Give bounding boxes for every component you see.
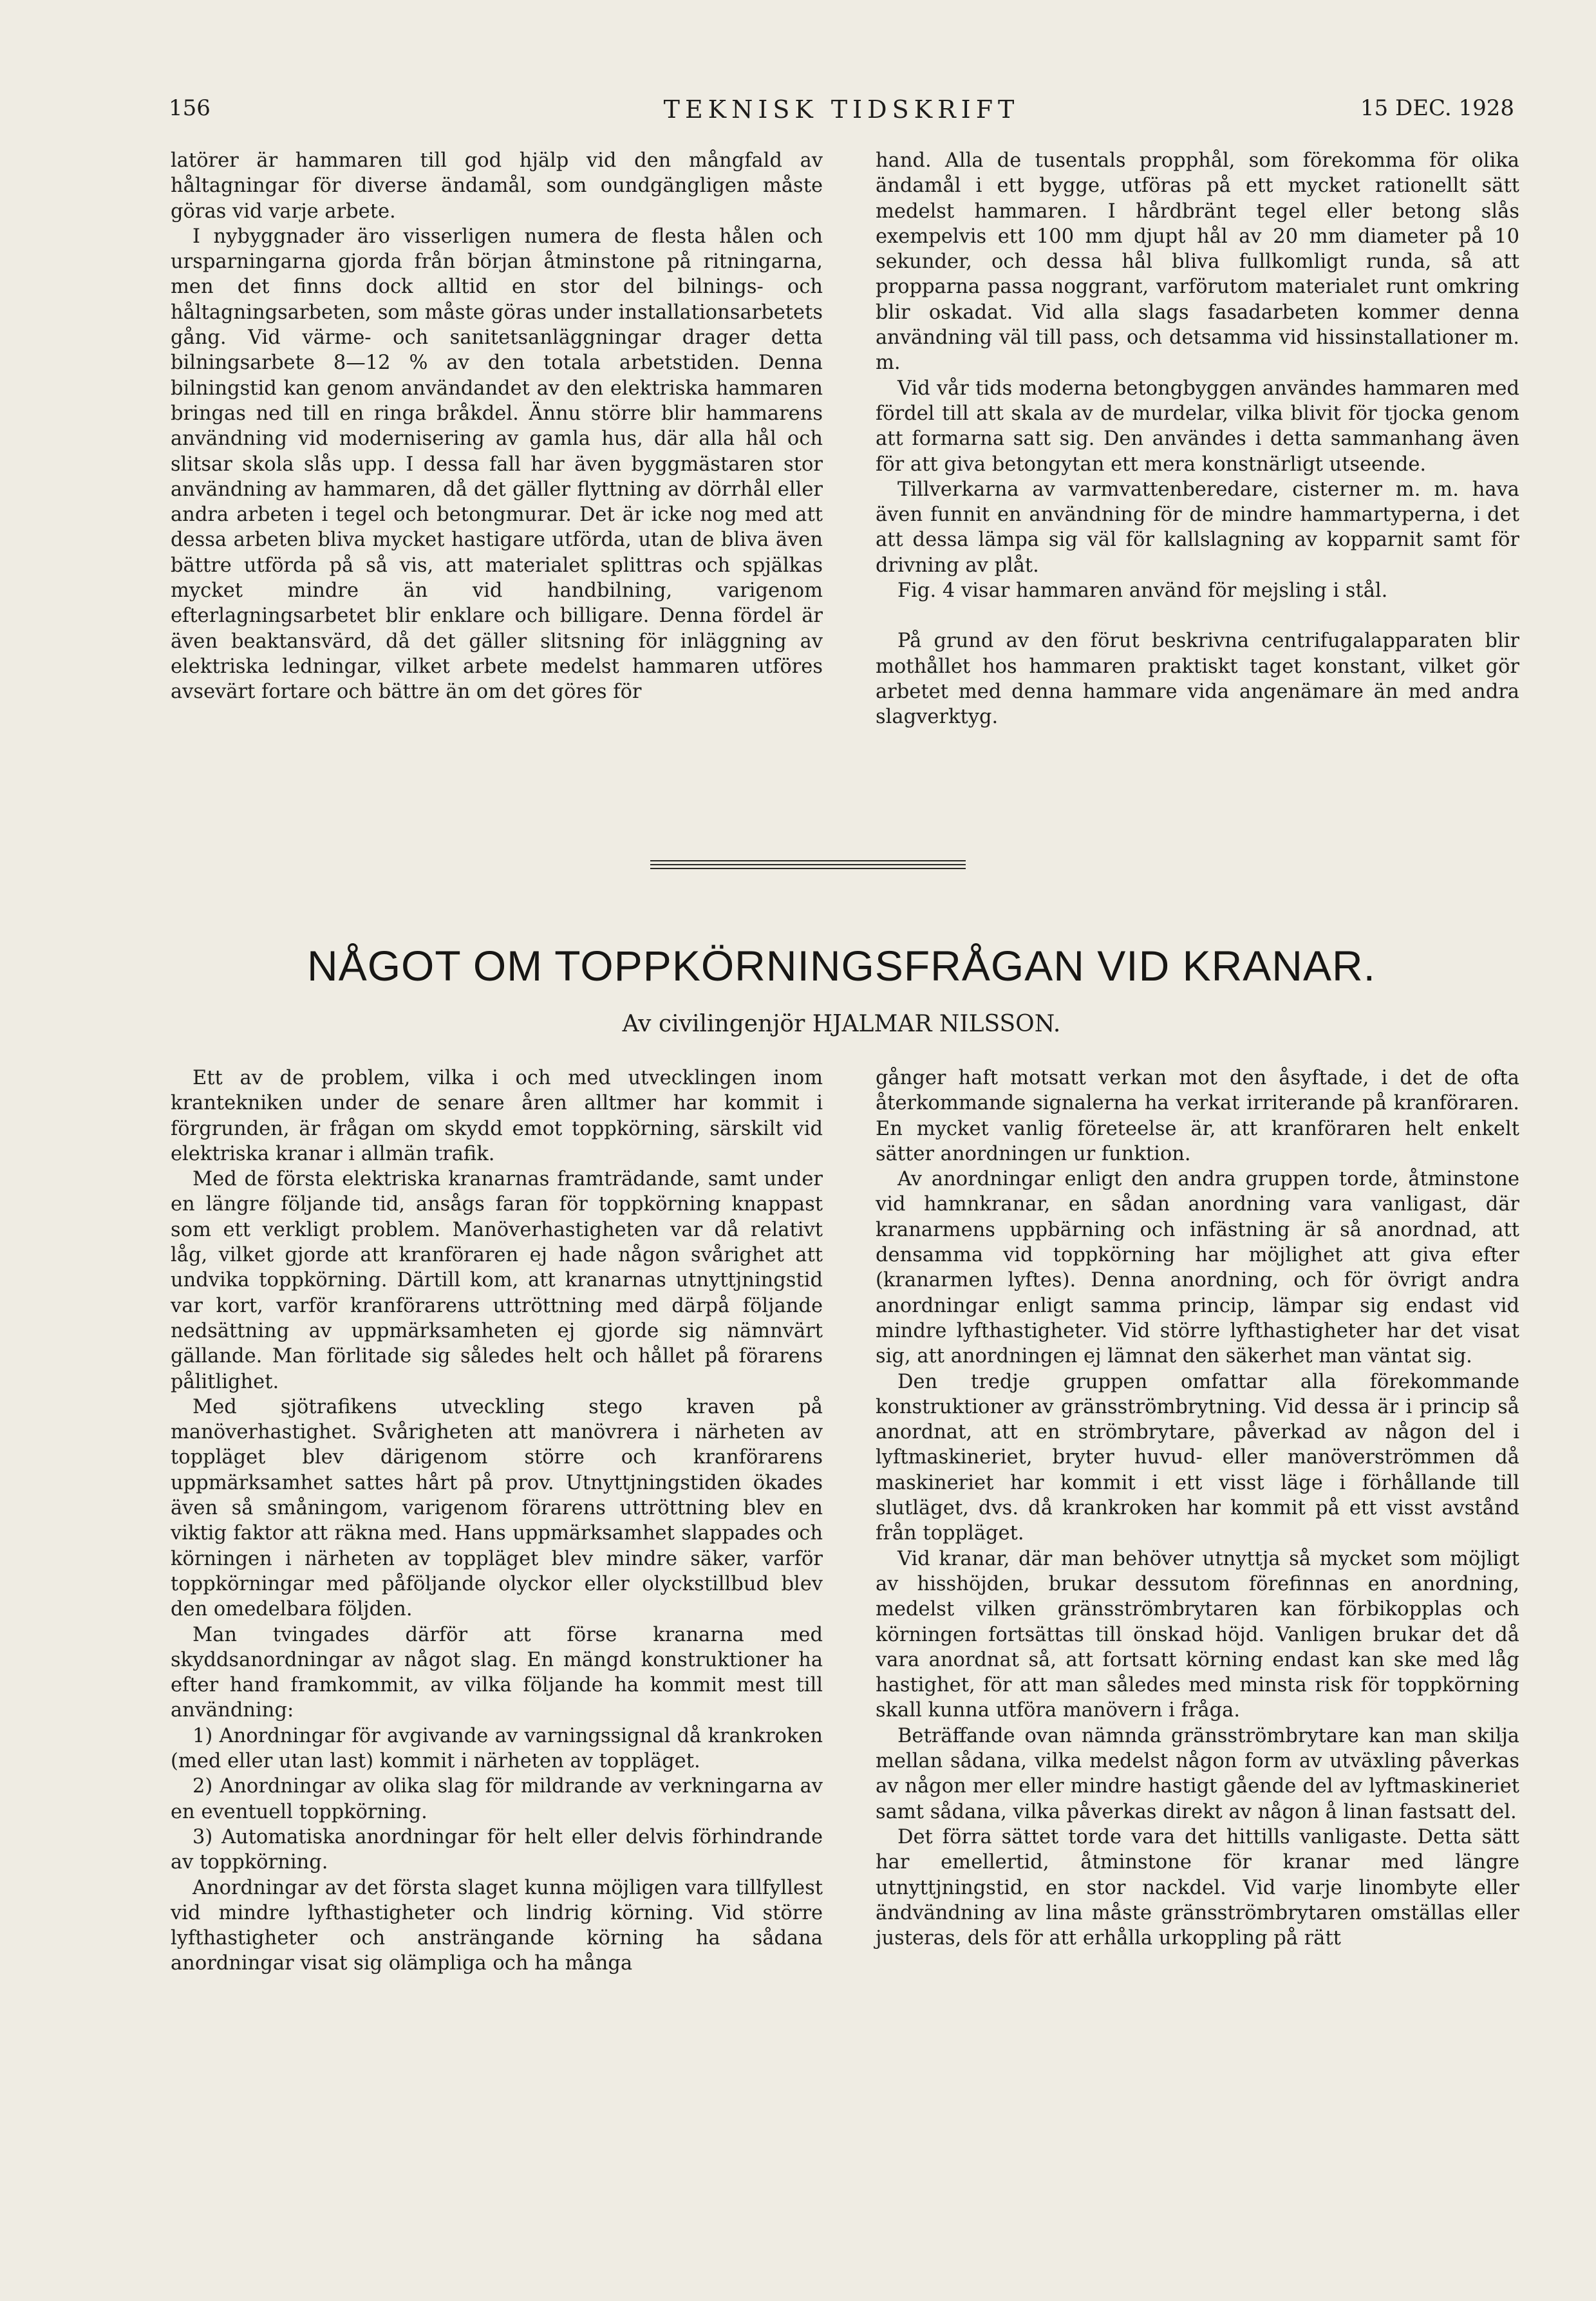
continued-article-left-column bbox=[171, 148, 823, 705]
article-right-column bbox=[876, 1066, 1519, 1951]
running-header bbox=[169, 95, 1514, 127]
section-divider bbox=[650, 868, 966, 869]
paragraph: Den tredje gruppen omfattar alla förekommande konstruktioner av gränsströmbrytning. Vid dessa är i princip så anordnat, att en strömbrytare, påverkad av någon del i lyftmaskineriet, bryter huvud- eller manöverströmmen då maskineriet har kommit i ett visst läge i förhållande till slutläget, dvs. då krankroken har kommit på ett visst avstånd från toppläget. bbox=[876, 1370, 1519, 1545]
paragraph: Vid vår tids moderna betongbyggen användes hammaren med fördel till att skala av de murdelar, vilka blivit för tjocka genom att formarna satt sig. Den användes i detta sammanhang även för att giva betongytan ett mera konstnärligt utseende. bbox=[876, 377, 1519, 476]
paragraph: Tillverkarna av varmvattenberedare, cisterner m. m. hava även funnit en användning för de mindre hammartyperna, i det att dessa lämpa sig väl för kallslagning av kopparnit samt för drivning av plåt. bbox=[876, 478, 1519, 577]
paragraph: Av anordningar enligt den andra gruppen torde, åtminstone vid hamnkranar, en sådan anordning vara vanligast, där kranarmens uppbärning och infästning är så anordnad, att densamma vid toppkörning har möjlighet att giva efter (kranarmen lyftes). Denna anordning, och för övrigt andra anordningar enligt samma princip, lämpar sig endast vid mindre lyfthastigheter. Vid större lyfthastigheter har det visat sig, att anordningen ej lämnat den säkerhet man väntat sig. bbox=[876, 1168, 1519, 1368]
continued-article-right-column bbox=[876, 148, 1519, 730]
paragraph: Ett av de problem, vilka i och med utvecklingen inom krantekniken under de senare åren alltmer har kommit i förgrunden, är frågan om skydd emot toppkörning, särskilt vid elektriska kranar i allmän trafik. bbox=[171, 1067, 823, 1165]
section-divider bbox=[650, 864, 966, 865]
figure-reference: Fig. 4 visar hammaren använd för mejsling i stål. bbox=[897, 579, 1388, 603]
paragraph: Det förra sättet torde vara det hittills vanligaste. Detta sätt har emellertid, åtminstone för kranar med längre utnyttjningstid, en stor nackdel. Vid varje linombyte eller ändvändning av lina måste gränsströmbrytaren omställas eller justeras, dels för att erhålla urkoppling på rätt bbox=[876, 1825, 1519, 1950]
paragraph: Vid kranar, där man behöver utnyttja så mycket som möjligt av hisshöjden, brukar dessutom förefinnas en anordning, medelst vilken gränsströmbrytaren kan förbikopplas och körningen fortsättas till önskad höjd. Vanligen brukar det då vara anordnat så, att fortsatt körning endast kan ske med låg hastighet, för att man således med minsta risk för toppkörning skall kunna utföra manövern i fråga. bbox=[876, 1547, 1519, 1722]
issue-date: 15 DEC. 1928 bbox=[1360, 95, 1514, 121]
list-item: 3) Automatiska anordningar för helt eller delvis förhindrande av toppkörning. bbox=[171, 1825, 823, 1874]
page-number: 156 bbox=[169, 95, 211, 121]
paragraph: gånger haft motsatt verkan mot den åsyftade, i det de ofta återkommande signalerna ha verkat irriterande på kranföraren. En mycket vanlig företeelse är, att kranföraren helt enkelt sätter anordningen ur funktion. bbox=[876, 1067, 1519, 1165]
list-item: 1) Anordningar för avgivande av varningssignal då krankroken (med eller utan last) kommit i närheten av toppläget. bbox=[171, 1724, 823, 1773]
paragraph: Anordningar av det första slaget kunna möjligen vara tillfyllest vid mindre lyfthastigheter och lindrig körning. Vid större lyfthastigheter och ansträngande körning ha sådana anordningar visat sig olämpliga och ha många bbox=[171, 1876, 823, 1975]
paragraph: Med de första elektriska kranarnas framträdande, samt under en längre följande tid, ansågs faran för toppkörning knappast som ett verkligt problem. Manöverhastigheten var då relativt låg, vilket gjorde att kranföraren ej hade någon svårighet att undvika toppkörning. Därtill kom, att kranarnas utnyttjningstid var kort, varför kranförarens uttröttning med därpå följande nedsättning av uppmärksamheten ej gjorde sig nämnvärt gällande. Man förlitade sig således helt och hållet på förarens pålitlighet. bbox=[171, 1168, 823, 1393]
list-item: 2) Anordningar av olika slag för mildrande av verkningarna av en eventuell toppkörning. bbox=[171, 1775, 823, 1823]
section-divider bbox=[650, 860, 966, 861]
article-byline: Av civilingenjör HJALMAR NILSSON. bbox=[622, 1011, 1061, 1037]
paragraph: latörer är hammaren till god hjälp vid den mångfald av håltagningar för diverse ändamål, som oundgängligen måste göras vid varje arbete. bbox=[171, 149, 823, 223]
paragraph: Man tvingades därför att förse kranarna med skyddsanordningar av något slag. En mängd konstruktioner ha efter hand framkommit, av vilka följande ha kommit mest till användning: bbox=[171, 1623, 823, 1722]
journal-title: TEKNISK TIDSKRIFT bbox=[663, 95, 1020, 124]
paragraph: hand. Alla de tusentals propphål, som förekomma för olika ändamål i ett bygge, utföras på ett mycket rationellt sätt medelst hammaren. I hårdbränt tegel eller betong slås exempelvis ett 100 mm djupt hål av 20 mm diameter på 10 sekunder, och dessa hål bliva fullkomligt runda, så att propparna passa noggrant, varförutom materialet runt omkring blir oskadat. Vid alla slags fasadarbeten kommer denna användning väl till pass, och detsamma vid hissinstallationer m. m. bbox=[876, 149, 1519, 375]
article-title: NÅGOT OM TOPPKÖRNINGSFRÅGAN VID KRANAR. bbox=[307, 942, 1376, 990]
paragraph: Beträffande ovan nämnda gränsströmbrytare kan man skilja mellan sådana, vilka medelst någon form av utväxling påverkas av någon mer eller mindre hastigt gående del av lyftmaskineriet samt sådana, vilka påverkas direkt av någon å linan fastsatt del. bbox=[876, 1724, 1519, 1823]
paragraph: På grund av den förut beskrivna centrifugalapparaten blir mothållet hos hammaren praktiskt taget konstant, vilket gör arbetet med denna hammare vida angenämare än med andra slagverktyg. bbox=[876, 630, 1519, 729]
paragraph: I nybyggnader äro visserligen numera de flesta hålen och ursparningarna gjorda från början åtminstone på ritningarna, men det finns dock alltid en stor del bilnings- och håltagningsarbeten, som måste göras under installationsarbetets gång. Vid värme- och sanitetsanläggningar drager detta bilningsarbete 8—12 % av den totala arbetstiden. Denna bilningstid kan genom användandet av den elektriska hammaren bringas ned till en ringa bråkdel. Ännu större blir hammarens användning vid modernisering av gamla hus, där alla hål och slitsar skola slås upp. I dessa fall har även byggmästaren stor användning av hammaren, då det gäller flyttning av dörrhål eller andra arbeten i tegel och betongmurar. Det är icke nog med att dessa arbeten bliva mycket hastigare utförda, utan de bliva även bättre utförda på så vis, att materialet splittras och spjälkas mycket mindre än vid handbilning, varigenom efterlagningsarbetet blir enklare och billigare. Denna fördel är även beaktansvärd, då det gäller slitsning för inläggning av elektriska ledningar, vilket arbete medelst hammaren utföres avsevärt fortare och bättre än om det göres för bbox=[171, 225, 823, 704]
article-left-column bbox=[171, 1066, 823, 1977]
paragraph: Med sjötrafikens utveckling stego kraven på manöverhastighet. Svårigheten att manövrera i närheten av toppläget blev därigenom större och kranförarens uppmärksamhet sattes hårt på prov. Utnyttjningstiden ökades även så småningom, varigenom förarens uttröttning blev en viktig faktor att räkna med. Hans uppmärksamhet slappades och körningen i närheten av toppläget blev mindre säker, varför toppkörningar med påföljande olyckor eller olyckstillbud blev den omedelbara följden. bbox=[171, 1395, 823, 1621]
